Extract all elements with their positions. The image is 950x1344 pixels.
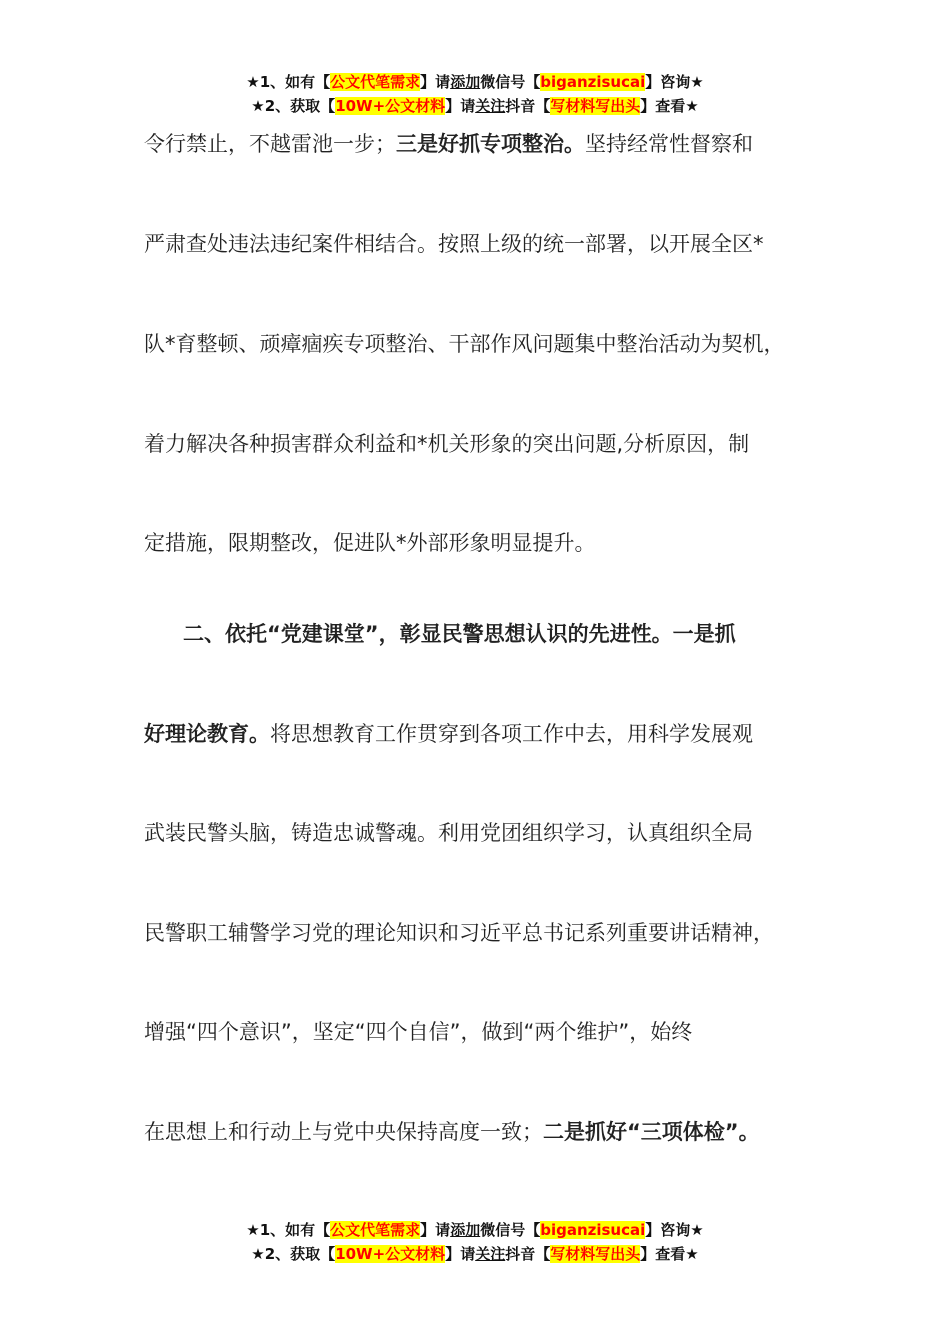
banner-line-2: ★2、获取【10W+公文材料】请关注抖音【写材料写出头】查看★: [251, 1245, 699, 1263]
banner-line-1: ★1、如有【公文代笔需求】请添加微信号【biganzisucai】咨询★: [246, 73, 704, 91]
body-line-8: 武装民警头脑，铸造忠诚警魂。利用党团组织学习，认真组织全局: [144, 821, 753, 845]
body-line-4: 着力解决各种损害群众利益和*机关形象的突出问题,分析原因，制: [144, 432, 750, 456]
body-line-10: 增强“四个意识”，坚定“四个自信”，做到“两个维护”，始终: [144, 1020, 693, 1044]
body-line-11: 在思想上和行动上与党中央保持高度一致；二是抓好“三项体检”。: [144, 1120, 760, 1144]
bottom-promo-banner: [0, 1218, 950, 1266]
banner-line-1: ★1、如有【公文代笔需求】请添加微信号【biganzisucai】咨询★: [246, 1221, 704, 1239]
highlight-douyin-account: 写材料写出头: [550, 97, 641, 115]
highlight-douyin-account: 写材料写出头: [550, 1245, 641, 1263]
banner-line-2: ★2、获取【10W+公文材料】请关注抖音【写材料写出头】查看★: [251, 97, 699, 115]
body-line-7: 好理论教育。将思想教育工作贯穿到各项工作中去，用科学发展观: [144, 722, 753, 746]
highlight-ghostwriting-service: 公文代笔需求: [330, 73, 421, 91]
body-line-2: 严肃查处违法违纪案件相结合。按照上级的统一部署，以开展全区*: [144, 232, 764, 256]
highlight-ghostwriting-service: 公文代笔需求: [330, 1221, 421, 1239]
top-promo-banner: [0, 70, 950, 118]
section-heading-2: 二、依托“党建课堂”，彰显民警思想认识的先进性。一是抓: [183, 622, 736, 646]
highlight-materials: 10W+公文材料: [335, 1245, 446, 1263]
highlight-wechat-id: biganzisucai: [540, 73, 646, 91]
body-line-5: 定措施，限期整改，促进队*外部形象明显提升。: [144, 531, 596, 555]
highlight-materials: 10W+公文材料: [335, 97, 446, 115]
highlight-wechat-id: biganzisucai: [540, 1221, 646, 1239]
body-line-3: 队*育整顿、顽瘴痼疾专项整治、干部作风问题集中整治活动为契机，: [144, 332, 785, 356]
body-line-1: 令行禁止，不越雷池一步；三是好抓专项整治。坚持经常性督察和: [144, 132, 753, 156]
body-line-9: 民警职工辅警学习党的理论知识和习近平总书记系列重要讲话精神，: [144, 921, 774, 945]
